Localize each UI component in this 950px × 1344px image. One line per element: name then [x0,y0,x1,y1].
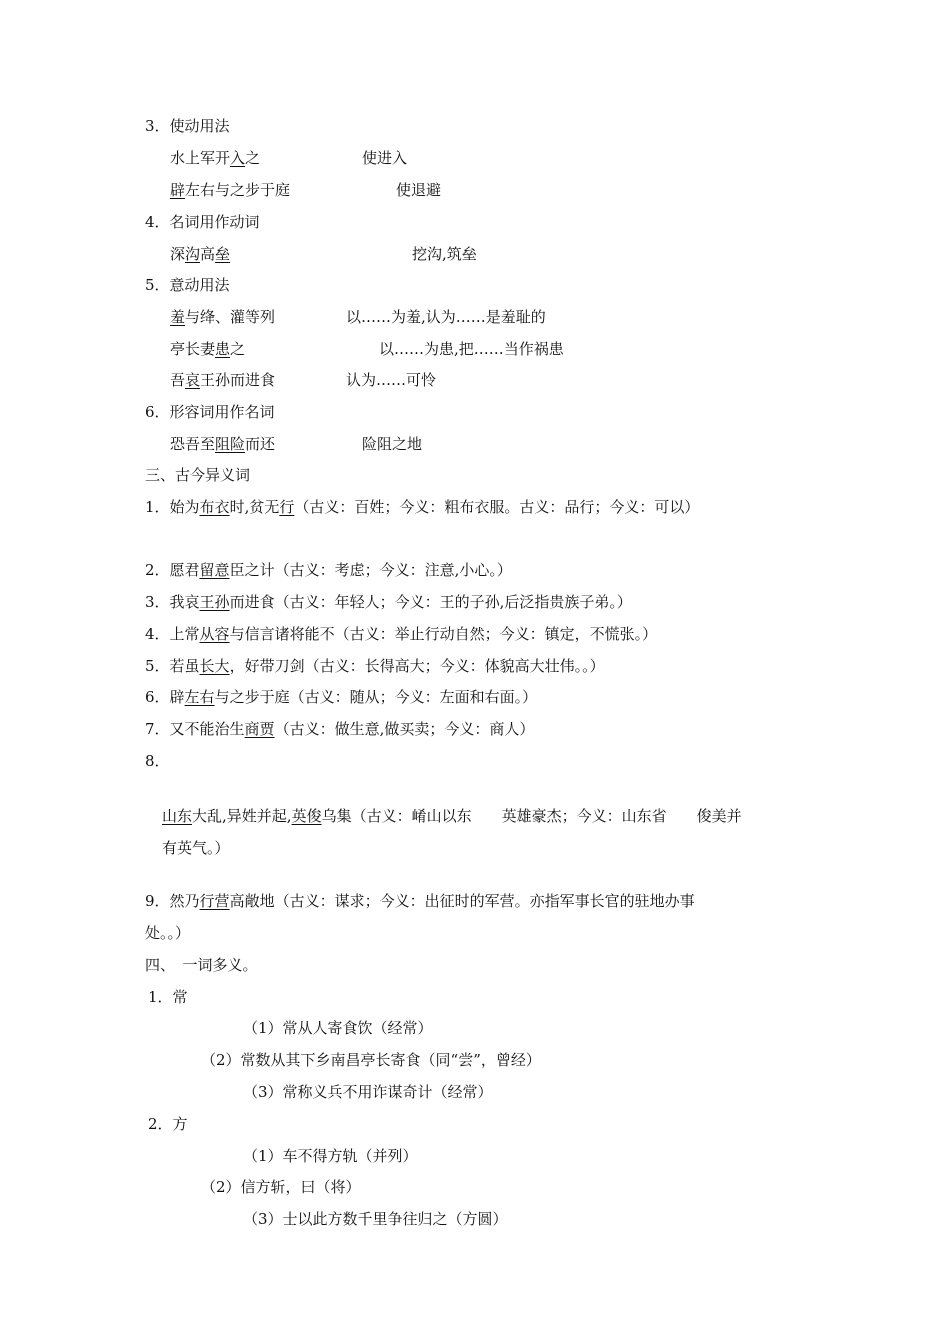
example-meaning: 使退避 [396,181,442,199]
item-text: 臣之计（古义：考虑；今义：注意,小心。） [229,561,512,579]
list-item [145,623,657,645]
example-text: 水上军开 [170,149,231,167]
underlined-word: 哀 [185,371,201,389]
underlined-word: 垒 [215,245,231,263]
example-line [170,179,290,201]
underlined-word: 羞 [170,308,186,326]
meaning-item: （2）常数从其下乡南昌亭长寄食（同“尝”，曾经） [201,1051,541,1069]
polysemy-word: 1．常 [148,988,188,1006]
item-text: 4．上常 [145,625,200,643]
item-text: 而进食（古义：年轻人；今义：王的子孙,后泛指贵族子弟。） [229,593,632,611]
item-text: 时,贫无 [229,498,280,516]
list-item [145,559,512,581]
example-text: 王孙而进食 [200,371,276,389]
underlined-word: 患 [215,340,231,358]
example-meaning: 险阻之地 [362,435,423,453]
underlined-word: 入 [230,149,246,167]
list-item [145,718,534,740]
example-text: 左右与之步于庭 [185,181,291,199]
example-meaning: 认为……可怜 [346,371,437,389]
example-text: 深 [170,245,186,263]
meaning-item: （1）常从人寄食饮（经常） [243,1019,433,1037]
item-text: 3．我哀 [145,593,200,611]
meaning-item: （3）士以此方数千里争往归之（方圆） [243,1210,508,1228]
item-text: 大乱,异姓并起, [192,807,292,825]
example-line [170,147,260,169]
section-heading-causative: 3．使动用法 [145,117,230,135]
polysemy-word: 2．方 [148,1115,188,1133]
section-heading-putative: 5．意动用法 [145,276,230,294]
underlined-word: 从容 [199,625,230,643]
underlined-word: 行 [279,498,295,516]
list-item-number: 8． [145,752,170,770]
list-item [145,591,632,613]
example-line [170,306,275,328]
underlined-word: 山东 [162,807,193,825]
list-item [145,496,699,518]
section-heading-polysemy: 四、 一词多义。 [145,956,258,974]
example-line [170,243,230,265]
item-text: 9．然乃 [145,892,200,910]
item-text: 2．愿君 [145,561,200,579]
example-text: 亭长妻 [170,340,216,358]
example-text: 高 [200,245,216,263]
item-text: 6．辟 [145,688,185,706]
item-text: ，好带刀剑（古义：长得高大；今义：体貌高大壮伟。。） [229,657,605,675]
meaning-item: （2）信方斩，曰（将） [201,1178,361,1196]
example-meaning: 挖沟,筑垒 [412,245,477,263]
underlined-word: 左右 [184,688,215,706]
underlined-word: 阻险 [215,435,246,453]
list-item-continuation: 处。。） [145,924,191,942]
item-text: 高敞地（古义：谋求；今义：出征时的军营。亦指军事长官的驻地办事 [229,892,695,910]
meaning-item: （3）常称义兵不用诈谋奇计（经常） [243,1083,493,1101]
item-text: 与之步于庭（古义：随从；今义：左面和右面。） [214,688,538,706]
item-text: 5．若虽 [145,657,200,675]
underlined-word: 布衣 [199,498,230,516]
list-item [145,686,537,708]
example-text: 与绛、灌等列 [185,308,276,326]
item-text: 乌集（古义：崤山以东 英雄豪杰；今义：山东省 俊美并 [321,807,742,825]
example-line [170,338,245,360]
meaning-item: （1）车不得方轨（并列） [243,1147,418,1165]
underlined-word: 长大 [199,657,230,675]
example-meaning: 以……为羞,认为……是羞耻的 [346,308,546,326]
item-text: （古义：百姓；今义：粗布衣服。古义：品行；今义：可以） [294,498,700,516]
example-text: 恐吾至 [170,435,216,453]
list-item [145,655,605,677]
list-item [145,890,695,912]
example-text: 而还 [245,435,276,453]
underlined-word: 行营 [199,892,230,910]
section-heading-adjective-as-noun: 6．形容词用作名词 [145,403,275,421]
list-item-continuation: 有英气。） [162,839,230,857]
example-line [170,369,275,391]
example-text: 吾 [170,371,186,389]
underlined-word: 辟 [170,181,186,199]
section-heading-noun-as-verb: 4．名词用作动词 [145,213,260,231]
example-meaning: 使进入 [362,149,408,167]
underlined-word: 英俊 [291,807,322,825]
underlined-word: 商贾 [244,720,275,738]
item-text: 与信言诸将能不（古义：举止行动自然；今义：镇定，不慌张。） [229,625,658,643]
underlined-word: 沟 [185,245,201,263]
example-text: 之 [230,340,246,358]
underlined-word: 留意 [199,561,230,579]
list-item [162,805,742,827]
underlined-word: 王孙 [199,593,230,611]
example-meaning: 以……为患,把……当作祸患 [379,340,564,358]
item-text: （古义：做生意,做买卖；今义：商人） [274,720,535,738]
item-text: 1．始为 [145,498,200,516]
example-text: 之 [245,149,261,167]
section-heading-ancient-modern: 三、古今异义词 [145,466,251,484]
example-line [170,433,275,455]
item-text: 7．又不能治生 [145,720,245,738]
